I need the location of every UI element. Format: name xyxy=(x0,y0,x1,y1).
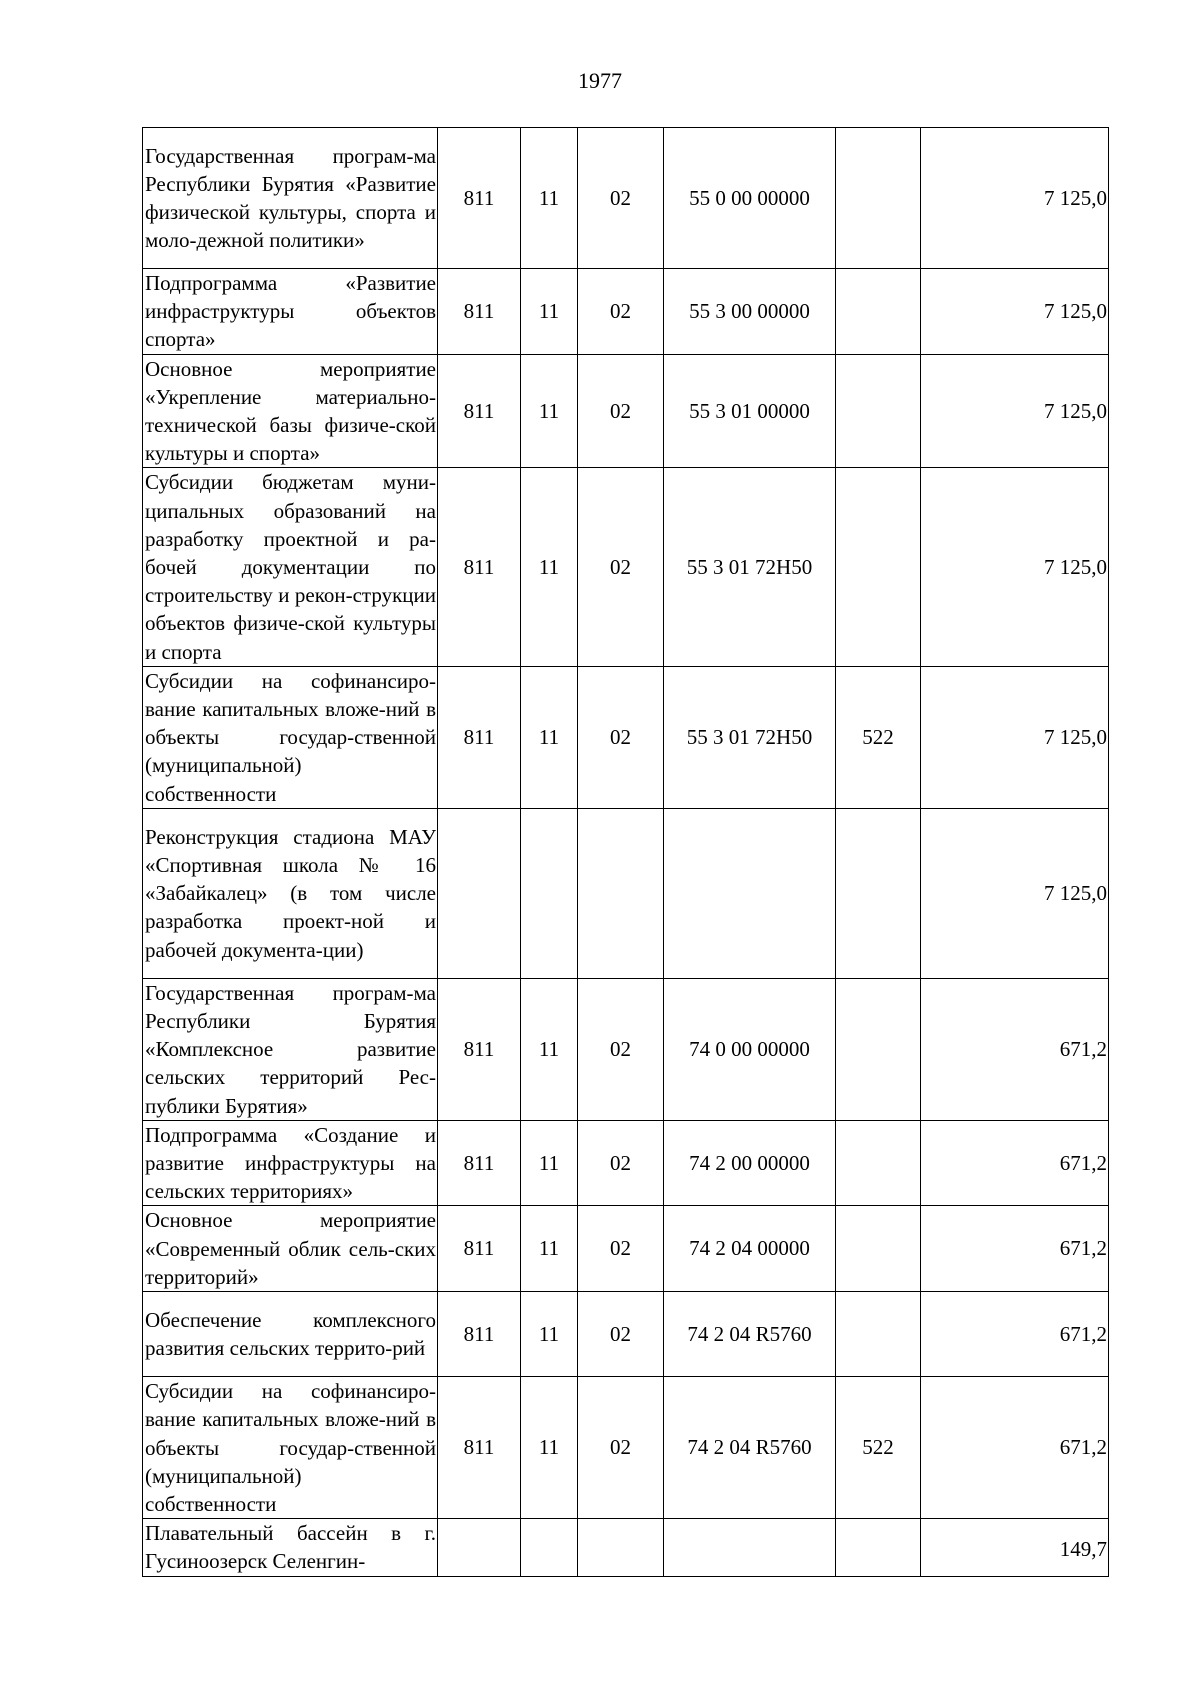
section-code: 11 xyxy=(521,1292,578,1377)
subsection-code: 02 xyxy=(578,1120,664,1206)
expense-type-code: 522 xyxy=(836,1377,921,1519)
target-article-code: 55 3 01 72Н50 xyxy=(664,666,836,808)
expense-type-code xyxy=(836,269,921,355)
amount: 671,2 xyxy=(921,1206,1109,1292)
row-name: Реконструкция стадиона МАУ «Спортивная школа № 16 «Забайкалец» (в том числе разработка проект-ной и рабочей документа-ции) xyxy=(143,808,438,978)
target-article-code: 74 2 04 00000 xyxy=(664,1206,836,1292)
expense-type-code xyxy=(836,1519,921,1576)
subsection-code: 02 xyxy=(578,354,664,468)
ministry-code xyxy=(438,808,521,978)
subsection-code: 02 xyxy=(578,1206,664,1292)
ministry-code: 811 xyxy=(438,666,521,808)
target-article-code: 74 0 00 00000 xyxy=(664,978,836,1120)
section-code: 11 xyxy=(521,468,578,666)
ministry-code: 811 xyxy=(438,468,521,666)
amount: 671,2 xyxy=(921,978,1109,1120)
subsection-code: 02 xyxy=(578,1377,664,1519)
amount: 7 125,0 xyxy=(921,354,1109,468)
row-name: Государственная програм-ма Республики Бурятия «Развитие физической культуры, спорта и моло-дежной политики» xyxy=(143,128,438,269)
table-row xyxy=(143,808,1109,978)
amount: 7 125,0 xyxy=(921,666,1109,808)
section-code xyxy=(521,1519,578,1576)
subsection-code: 02 xyxy=(578,128,664,269)
row-name: Основное мероприятие «Укрепление материально-технической базы физиче-ской культуры и спорта» xyxy=(143,354,438,468)
row-name: Подпрограмма «Развитие инфраструктуры объектов спорта» xyxy=(143,269,438,355)
target-article-code: 55 0 00 00000 xyxy=(664,128,836,269)
target-article-code: 74 2 04 R5760 xyxy=(664,1292,836,1377)
page-number: 1977 xyxy=(578,68,622,93)
section-code: 11 xyxy=(521,666,578,808)
subsection-code: 02 xyxy=(578,666,664,808)
expense-type-code xyxy=(836,1292,921,1377)
row-name: Обеспечение комплексного развития сельских террито-рий xyxy=(143,1292,438,1377)
amount: 671,2 xyxy=(921,1120,1109,1206)
amount: 7 125,0 xyxy=(921,128,1109,269)
row-name: Основное мероприятие «Современный облик сель-ских территорий» xyxy=(143,1206,438,1292)
row-name: Субсидии бюджетам муни-ципальных образований на разработку проектной и ра-бочей документации по строительству и рекон-струкции объектов физиче-ской культуры и спорта xyxy=(143,468,438,666)
target-article-code xyxy=(664,808,836,978)
expense-type-code xyxy=(836,978,921,1120)
ministry-code: 811 xyxy=(438,1120,521,1206)
table-row xyxy=(143,128,1109,269)
amount: 7 125,0 xyxy=(921,468,1109,666)
budget-table-body xyxy=(143,128,1109,1577)
row-name: Государственная програм-ма Республики Бурятия «Комплексное развитие сельских территорий Рес-публики Бурятия» xyxy=(143,978,438,1120)
row-name: Субсидии на софинансиро-вание капитальных вложе-ний в объекты государ-ственной (муниципальной) собственности xyxy=(143,1377,438,1519)
ministry-code: 811 xyxy=(438,978,521,1120)
target-article-code: 55 3 01 72Н50 xyxy=(664,468,836,666)
expense-type-code xyxy=(836,1120,921,1206)
section-code: 11 xyxy=(521,269,578,355)
target-article-code: 55 3 00 00000 xyxy=(664,269,836,355)
ministry-code: 811 xyxy=(438,128,521,269)
subsection-code: 02 xyxy=(578,468,664,666)
amount: 671,2 xyxy=(921,1377,1109,1519)
section-code: 11 xyxy=(521,1120,578,1206)
expense-type-code xyxy=(836,354,921,468)
table-row xyxy=(143,269,1109,355)
section-code: 11 xyxy=(521,1377,578,1519)
amount: 7 125,0 xyxy=(921,808,1109,978)
expense-type-code: 522 xyxy=(836,666,921,808)
target-article-code: 74 2 04 R5760 xyxy=(664,1377,836,1519)
amount: 671,2 xyxy=(921,1292,1109,1377)
row-name: Подпрограмма «Создание и развитие инфраструктуры на сельских территориях» xyxy=(143,1120,438,1206)
section-code: 11 xyxy=(521,354,578,468)
section-code: 11 xyxy=(521,1206,578,1292)
subsection-code: 02 xyxy=(578,1292,664,1377)
table-row xyxy=(143,1519,1109,1576)
subsection-code xyxy=(578,1519,664,1576)
expense-type-code xyxy=(836,468,921,666)
expense-type-code xyxy=(836,808,921,978)
subsection-code: 02 xyxy=(578,978,664,1120)
table-row xyxy=(143,666,1109,808)
amount: 7 125,0 xyxy=(921,269,1109,355)
table-row xyxy=(143,354,1109,468)
target-article-code xyxy=(664,1519,836,1576)
row-name: Субсидии на софинансиро-вание капитальных вложе-ний в объекты государ-ственной (муниципальной) собственности xyxy=(143,666,438,808)
section-code: 11 xyxy=(521,978,578,1120)
table-row xyxy=(143,1120,1109,1206)
table-row xyxy=(143,1206,1109,1292)
table-row xyxy=(143,978,1109,1120)
subsection-code: 02 xyxy=(578,269,664,355)
table-row xyxy=(143,468,1109,666)
row-name: Плавательный бассейн в г. Гусиноозерск Селенгин- xyxy=(143,1519,438,1576)
table-row xyxy=(143,1292,1109,1377)
section-code xyxy=(521,808,578,978)
ministry-code: 811 xyxy=(438,1377,521,1519)
expense-type-code xyxy=(836,1206,921,1292)
target-article-code: 74 2 00 00000 xyxy=(664,1120,836,1206)
section-code: 11 xyxy=(521,128,578,269)
amount: 149,7 xyxy=(921,1519,1109,1576)
target-article-code: 55 3 01 00000 xyxy=(664,354,836,468)
ministry-code: 811 xyxy=(438,354,521,468)
table-row xyxy=(143,1377,1109,1519)
ministry-code xyxy=(438,1519,521,1576)
ministry-code: 811 xyxy=(438,1292,521,1377)
expense-type-code xyxy=(836,128,921,269)
subsection-code xyxy=(578,808,664,978)
ministry-code: 811 xyxy=(438,1206,521,1292)
budget-table xyxy=(142,127,1109,1577)
ministry-code: 811 xyxy=(438,269,521,355)
